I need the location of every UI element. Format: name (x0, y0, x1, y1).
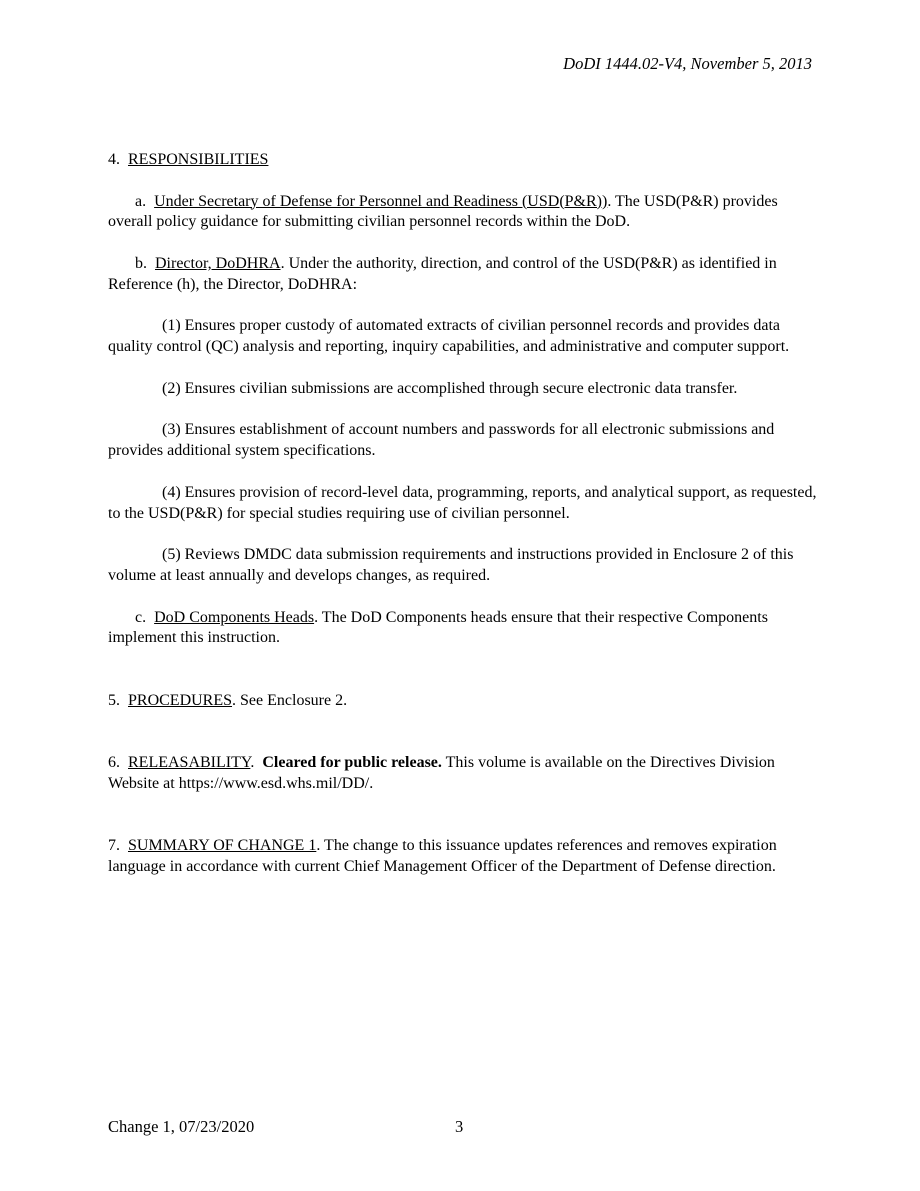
document-header: DoDI 1444.02-V4, November 5, 2013 (563, 54, 812, 73)
page-number: 3 (455, 1117, 464, 1136)
paragraph-label: b. (135, 254, 147, 272)
paragraph-label: a. (135, 192, 147, 210)
section-5 (108, 691, 818, 712)
section-text: . The change to this issuance updates references and removes expiration language in accordance with current Chief Management Officer of the Department of Defense direction. (108, 837, 777, 876)
list-item-1: (1) Ensures proper custody of automated extracts of civilian personnel records and provides data quality control (QC) analysis and reporting, inquiry capabilities, and administrative and computer support. (108, 317, 790, 356)
list-item-5: (5) Reviews DMDC data submission requirements and instructions provided in Enclosure 2 of this volume at least annually and develops changes, as required. (108, 546, 794, 584)
paragraph-4a (108, 192, 818, 234)
section-number: 4. (108, 151, 120, 168)
paragraph-4c (108, 608, 818, 650)
paragraph-text: . The DoD Components heads ensure that their respective Components implement this instruction. (108, 608, 768, 647)
footer-change-label: Change 1, 07/23/2020 (108, 1117, 255, 1136)
section-6 (108, 753, 818, 795)
section-text: . See Enclosure 2. (232, 691, 348, 709)
section-text: This volume is available on the Directives Division Website at https://www.esd.whs.mil/DD/. (108, 754, 775, 792)
section-number: 5. (108, 691, 120, 709)
paragraph-text: . Under the authority, direction, and control of the USD(P&R) as identified in Reference (h), the Director, DoDHRA: (108, 254, 777, 293)
section-title: PROCEDURES (128, 691, 233, 709)
section-title: RELEASABILITY (128, 754, 251, 772)
section-7 (108, 836, 818, 878)
list-item-3: (3) Ensures establishment of account numbers and passwords for all electronic submissions and provides additional system specifications. (108, 421, 775, 460)
section-title: SUMMARY OF CHANGE 1 (128, 837, 317, 855)
section-separator: . (250, 754, 263, 772)
list-item-4: (4) Ensures provision of record-level data, programming, reports, and analytical support, as requested, to the USD(P&R) for special studies requiring use of civilian personnel. (108, 483, 817, 522)
paragraph-heading: Under Secretary of Defense for Personnel and Readiness (USD(P&R)) (154, 192, 608, 210)
section-title: RESPONSIBILITIES (128, 151, 269, 168)
paragraph-4b (108, 254, 818, 296)
paragraph-heading: Director, DoDHRA (155, 254, 281, 272)
document-body (108, 150, 818, 878)
paragraph-text: . The USD(P&R) provides overall policy guidance for submitting civilian personnel records within the DoD. (108, 192, 778, 231)
paragraph-label: c. (135, 608, 147, 626)
section-number: 6. (108, 754, 120, 772)
release-statement: Cleared for public release. (262, 754, 442, 772)
section-number: 7. (108, 837, 120, 855)
list-item-2: (2) Ensures civilian submissions are accomplished through secure electronic data transfer. (162, 379, 738, 397)
section-4-heading (108, 150, 818, 171)
paragraph-heading: DoD Components Heads (154, 608, 315, 626)
